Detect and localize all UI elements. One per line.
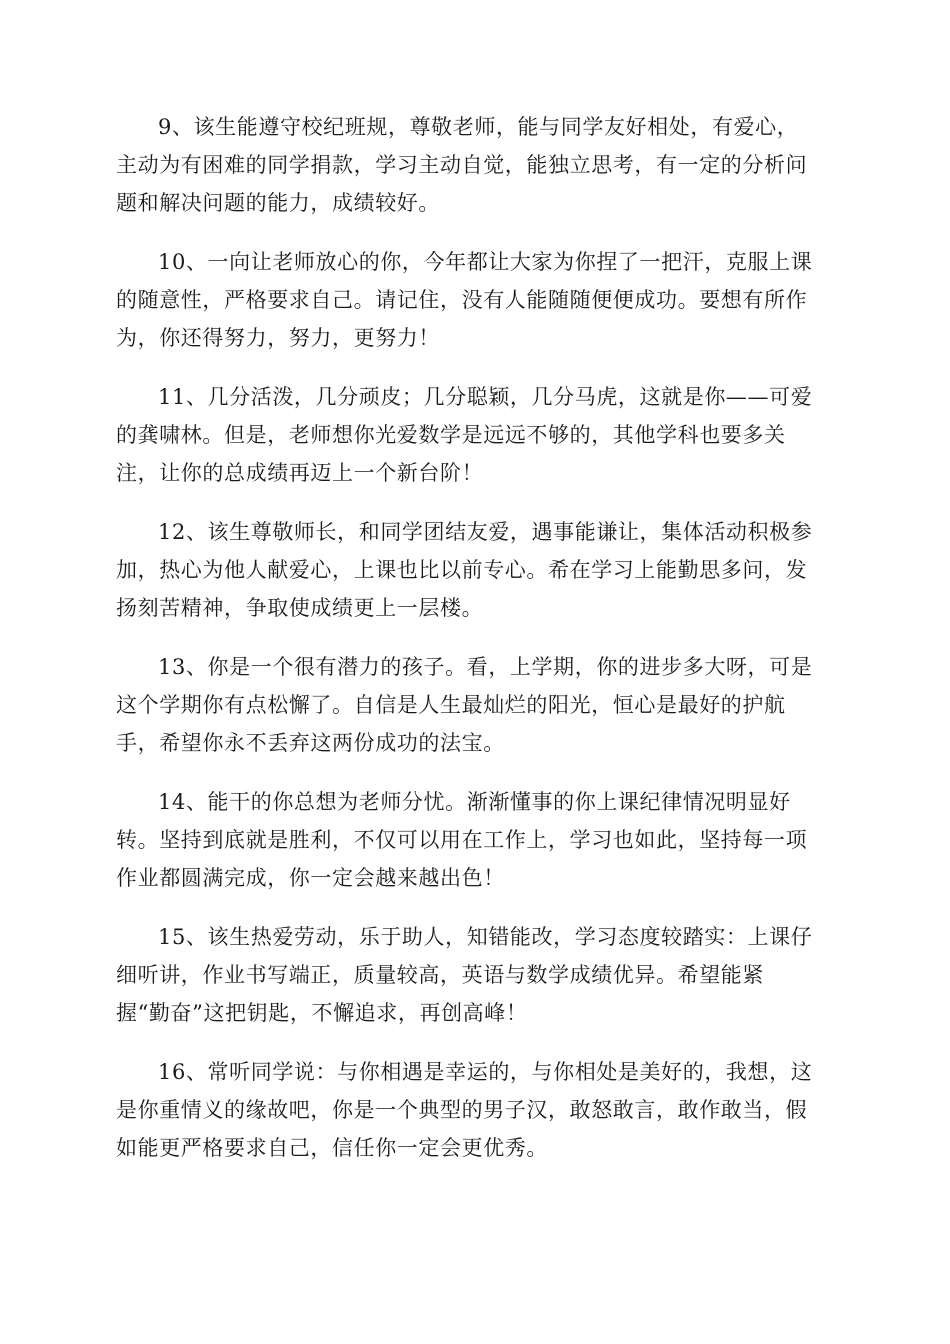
paragraph-line: 12、该生尊敬师长，和同学团结友爱，遇事能谦让，集体活动积极参 bbox=[158, 520, 813, 544]
paragraph-line: 13、你是一个很有潜力的孩子。看，上学期，你的进步多大呀，可是 bbox=[158, 655, 813, 679]
comment-paragraph-14 bbox=[116, 783, 836, 897]
comment-paragraph-11 bbox=[116, 378, 836, 492]
paragraph-line: 注，让你的总成绩再迈上一个新台阶！ bbox=[116, 461, 484, 485]
paragraph-line: 14、能干的你总想为老师分忧。渐渐懂事的你上课纪律情况明显好 bbox=[158, 790, 791, 814]
paragraph-line: 16、常听同学说：与你相遇是幸运的，与你相处是美好的，我想，这 bbox=[158, 1060, 813, 1084]
comment-paragraph-13 bbox=[116, 648, 836, 762]
document-body bbox=[116, 108, 836, 1188]
paragraph-line: 9、该生能遵守校纪班规，尊敬老师，能与同学友好相处，有爱心， bbox=[158, 115, 799, 139]
comment-paragraph-15 bbox=[116, 918, 836, 1032]
comment-paragraph-12 bbox=[116, 513, 836, 627]
paragraph-line: 的随意性，严格要求自己。请记住，没有人能随随便便成功。要想有所作 bbox=[116, 288, 808, 312]
paragraph-line: 是你重情义的缘故吧，你是一个典型的男子汉，敢怒敢言，敢作敢当，假 bbox=[116, 1098, 808, 1122]
paragraph-line: 题和解决问题的能力，成绩较好。 bbox=[116, 191, 440, 215]
paragraph-line: 扬刻苦精神，争取使成绩更上一层楼。 bbox=[116, 596, 484, 620]
paragraph-line: 作业都圆满完成，你一定会越来越出色！ bbox=[116, 866, 505, 890]
paragraph-line: 细听讲，作业书写端正，质量较高，英语与数学成绩优异。希望能紧 bbox=[116, 963, 764, 987]
paragraph-line: 如能更严格要求自己，信任你一定会更优秀。 bbox=[116, 1136, 548, 1160]
paragraph-line: 这个学期你有点松懈了。自信是人生最灿烂的阳光，恒心是最好的护航 bbox=[116, 693, 786, 717]
comment-paragraph-9 bbox=[116, 108, 836, 222]
comment-paragraph-16 bbox=[116, 1053, 836, 1167]
paragraph-line: 加，热心为他人献爱心，上课也比以前专心。希在学习上能勤思多问，发 bbox=[116, 558, 808, 582]
paragraph-line: 握“勤奋”这把钥匙，不懈追求，再创高峰！ bbox=[116, 1001, 528, 1025]
paragraph-line: 15、该生热爱劳动，乐于助人，知错能改，学习态度较踏实：上课仔 bbox=[158, 925, 813, 949]
paragraph-line: 手，希望你永不丢弃这两份成功的法宝。 bbox=[116, 731, 505, 755]
paragraph-line: 10、一向让老师放心的你，今年都让大家为你捏了一把汗，克服上课 bbox=[158, 250, 813, 274]
paragraph-line: 11、几分活泼，几分顽皮；几分聪颖，几分马虎，这就是你——可爱 bbox=[158, 385, 813, 409]
paragraph-line: 为，你还得努力，努力，更努力！ bbox=[116, 326, 440, 350]
paragraph-line: 转。坚持到底就是胜利，不仅可以用在工作上，学习也如此，坚持每一项 bbox=[116, 828, 808, 852]
paragraph-line: 主动为有困难的同学捐款，学习主动自觉，能独立思考，有一定的分析问 bbox=[116, 153, 808, 177]
comment-paragraph-10 bbox=[116, 243, 836, 357]
paragraph-line: 的龚啸林。但是，老师想你光爱数学是远远不够的，其他学科也要多关 bbox=[116, 423, 786, 447]
